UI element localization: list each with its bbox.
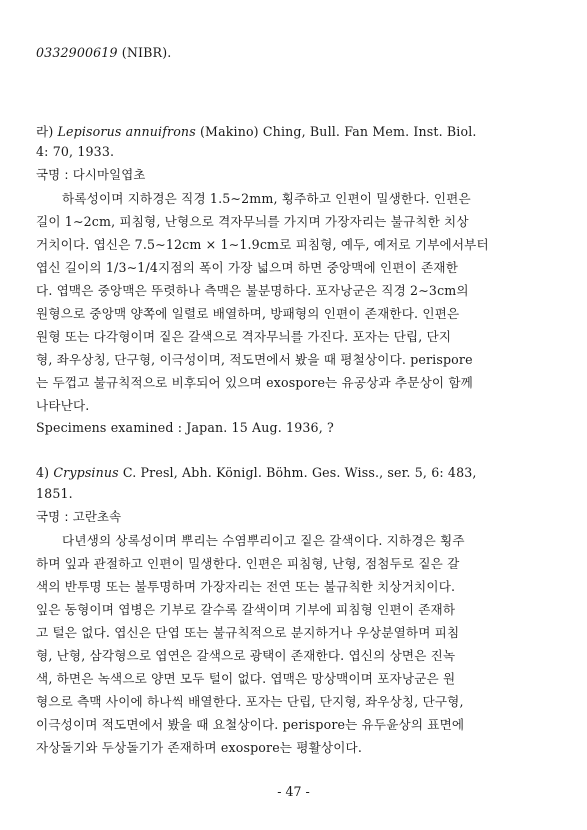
entry1-desc-line: 하록성이며 지하경은 직경 1.5∼2mm, 횡주하고 인편이 밀생한다. 인편은 — [62, 191, 471, 206]
specimen-source: (NIBR). — [117, 45, 172, 60]
entry1-authority: (Makino) Ching, Bull. Fan Mem. Inst. Biol. — [195, 124, 477, 139]
page-number: - 47 - — [277, 784, 310, 799]
entry1-specimens: Specimens examined : Japan. 15 Aug. 1936, ? — [36, 420, 334, 435]
entry1-korean-name: 국명 : 다시마일엽초 — [36, 167, 146, 182]
entry2-desc-line: 하며 잎과 관절하고 인편이 밀생한다. 인편은 피침형, 난형, 점첨두로 짙은 갈 — [36, 556, 460, 571]
entry1-desc-line: 형, 좌우상칭, 단구형, 이극성이며, 적도면에서 봤을 때 평철상이다. perispore — [36, 352, 473, 367]
entry2-desc-line: 색, 하면은 녹색으로 양면 모두 털이 없다. 엽맥은 망상맥이며 포자낭군은 원 — [36, 671, 456, 686]
entry1-desc-line: 거치이다. 엽신은 7.5∼12cm × 1∼1.9cm로 피침형, 예두, 예저로 기부에서부터 — [36, 237, 489, 252]
entry1-desc-line: 는 두껍고 불규칙적으로 비후되어 있으며 exospore는 유공상과 추문상이 함께 — [36, 375, 473, 390]
entry1-desc-line: 나타난다. — [36, 398, 90, 413]
entry2-scientific-name: Crypsinus — [53, 465, 119, 480]
entry2-desc-line: 고 털은 없다. 엽신은 단엽 또는 불규칙적으로 분지하거나 우상분열하며 피침 — [36, 625, 460, 640]
entry1-desc-line: 원형 또는 다각형이며 짙은 갈색으로 격자무늬를 가진다. 포자는 단립, 단지 — [36, 329, 452, 344]
entry1-heading-line2: 4: 70, 1933. — [36, 144, 115, 159]
entry1-heading-line1: 라) Lepisorus annuifrons (Makino) Ching, Bull. Fan Mem. Inst. Biol. — [36, 124, 477, 139]
entry2-desc-line: 색의 반투명 또는 불투명하며 가장자리는 전연 또는 불규칙한 치상거치이다. — [36, 579, 456, 594]
entry1-desc-line: 엽신 길이의 1/3∼1/4지점의 폭이 가장 넓으며 하면 중앙맥에 인편이 존재한 — [36, 260, 459, 275]
entry2-authority: C. Presl, Abh. Königl. Böhm. Ges. Wiss., ser. 5, 6: 483, — [118, 465, 477, 480]
entry2-korean-name: 국명 : 고란초속 — [36, 509, 122, 524]
entry2-desc-line: 다년생의 상록성이며 뿌리는 수염뿌리이고 짙은 갈색이다. 지하경은 횡주 — [62, 533, 465, 548]
entry2-heading-line1: 4) Crypsinus C. Presl, Abh. Königl. Böhm. Ges. Wiss., ser. 5, 6: 483, — [36, 465, 477, 480]
entry2-desc-line: 이극성이며 적도면에서 봤을 때 요철상이다. perispore는 유두윤상의 표면에 — [36, 717, 465, 732]
entry1-desc-line: 길이 1∼2cm, 피침형, 난형으로 격자무늬를 가지며 가장자리는 불규칙한 치상 — [36, 214, 469, 229]
entry1-desc-line: 원형으로 중앙맥 양쪽에 일렬로 배열하며, 방패형의 인편이 존재한다. 인편은 — [36, 306, 460, 321]
entry2-heading-line2: 1851. — [36, 486, 73, 501]
specimen-id: 0332900619 — [36, 45, 118, 60]
entry2-desc-line: 형으로 측맥 사이에 하나씩 배열한다. 포자는 단립, 단지형, 좌우상칭, 단구형, — [36, 694, 464, 709]
entry2-desc-line: 자상돌기와 두상돌기가 존재하며 exospore는 평활상이다. — [36, 740, 362, 755]
entry1-scientific-name: Lepisorus annuifrons — [57, 124, 196, 139]
entry2-desc-line: 잎은 동형이며 엽병은 기부로 갈수록 갈색이며 기부에 피침형 인편이 존재하 — [36, 602, 456, 617]
entry1-desc-line: 다. 엽맥은 중앙맥은 뚜렷하나 측맥은 불분명하다. 포자낭군은 직경 2∼3cm의 — [36, 283, 469, 298]
entry2-desc-line: 형, 난형, 삼각형으로 엽연은 갈색으로 광택이 존재한다. 엽신의 상면은 진녹 — [36, 648, 456, 663]
top-reference — [36, 44, 551, 61]
